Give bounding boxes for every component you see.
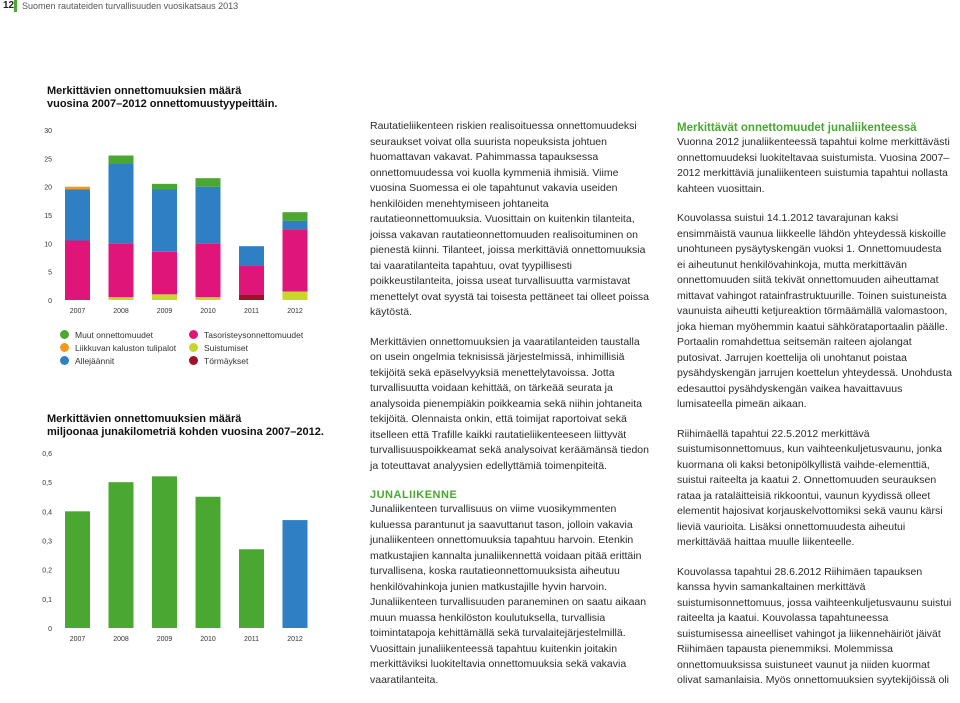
legend-label: Muut onnettomuudet (75, 330, 153, 340)
legend-item (189, 356, 248, 366)
y-tick-label: 20 (44, 184, 52, 192)
x-tick-label: 2007 (69, 636, 86, 643)
chart1-title-line1: Merkittävien onnettomuuksien määrä (47, 85, 242, 97)
rate-bar-chart (0, 0, 330, 645)
y-tick-label: 5 (48, 269, 52, 277)
y-tick-label: 0,6 (42, 451, 52, 458)
legend-item (60, 356, 114, 366)
legend-item (60, 330, 153, 340)
legend-label: Tasoristeysonnettomuudet (204, 330, 304, 340)
chart2-title-line1: Merkittävien onnettomuuksien määrä (47, 413, 242, 425)
legend-label: Allejäännit (75, 356, 115, 366)
y-tick-label: 0 (48, 298, 52, 305)
legend-item (60, 343, 176, 353)
column-right (677, 121, 952, 703)
chart2-title-line2: miljoonaa junakilometriä kohden vuosina 2007–2012. (47, 426, 324, 438)
bar (283, 520, 308, 628)
legend-swatch (189, 356, 198, 365)
legend-swatch (60, 343, 69, 352)
legend-swatch (60, 356, 69, 365)
legend-swatch (189, 330, 198, 339)
section-heading: Merkittävät onnettomuudet junaliikenteessä (677, 122, 917, 134)
x-tick-label: 2012 (287, 308, 303, 315)
y-tick-label: 0,4 (42, 509, 52, 517)
bar (239, 549, 264, 628)
y-tick-label: 0,5 (42, 480, 52, 488)
y-tick-label: 0 (48, 626, 52, 633)
legend-item (189, 343, 248, 353)
paragraph: Kouvolassa tapahtui 28.6.2012 Riihimäen tapauksen kanssa hyvin samankaltainen merkittävä suistumisonnettomuus, jossa vaihteenkuljetusvaunu suistui raiteelta ja kaatui. Kouvolassa tapahtuneessa suistumisessa aineelliset vahingot ja liikennehäiriöt jäivät Riihimäen tapausta pienemmiksi. Molemmissa onnettomuuksissa suistuneet vaunut ja niiden kuormat olivat samanlaisia. Myös onnettomuuksien syytekijöissä oli (677, 565, 952, 686)
paragraph: Junaliikenteen turvallisuus on viime vuosikymmenten kuluessa parantunut ja saavuttanut tason, jolloin vakavia junaliikenteen onnettomuuksia tapahtuu harvoin. Etenkin matkustajien kannalta junaliikennettä voidaan pitää erittäin turvallisena, koska rautatieonnettomuuksista aiheutuu henkilövahinkoja junien matkustajille hyvin harvoin. Junaliikenteen turvallisuuden paraneminen on saatu aikaan muun muassa henkilöston koulutuksella, turvallisia toimintatapoja kehittämällä sekä turvalaitejärjestelmillä. Vuosittain junaliikenteessä tapahtuu kuitenkin joitakin merkittäviksi luokiteltavia onnettomuuksia sekä vakavia vaaratilanteita. (370, 503, 647, 686)
x-tick-label: 2010 (200, 308, 216, 315)
y-tick-label: 0,3 (42, 538, 52, 546)
y-tick-label: 0,1 (42, 596, 52, 604)
section-heading: JUNALIIKENNE (370, 489, 458, 501)
bar (152, 476, 177, 628)
x-tick-label: 2007 (69, 308, 86, 315)
legend-label: Törmäykset (204, 356, 249, 366)
paragraph: Rautatieliikenteen riskien realisoituessa onnettomuudeksi seuraukset voivat olla suurista nopeuksista johtuen huomattavan vakavat. Pahimmassa tapauksessa onnettomuudessa voi kuolla kymmeniä ihmisiä. Viime vuosina Suomessa ei ole tapahtunut vakavia useiden henkilöiden menehtymiseen johtaneita rautatieonnettomuuksia. Vuosittain on kuitenkin tilanteita, joissa vakavan rautatieonnettomuuden realisoituminen on pienestä kiinni. Tilanteet, joissa merkittäviä onnettomuuksia tai vaaratilanteita tapahtuu, ovat tyypillisesti poikkeustilanteita, joissa useat turvallisuutta varmistavat menettelyt ovat syystä tai toisesta pettäneet tai olleet poissa käytöstä. (370, 120, 649, 318)
x-tick-label: 2008 (113, 636, 129, 643)
x-tick-label: 2009 (156, 636, 173, 643)
paragraph: Vuonna 2012 junaliikenteessä tapahtui kolme merkittävästi onnettomuudeksi luokiteltavaa suistumista. Vuosina 2007–2012 merkittäviä junaliikenteen suistumia tapahtui nollasta kahteen vuosittain. (677, 136, 950, 195)
bar (65, 511, 90, 628)
y-tick-label: 25 (44, 156, 52, 164)
x-tick-label: 2011 (243, 636, 260, 643)
paragraph: Merkittävien onnettomuuksien ja vaaratilanteiden taustalla on usein ongelmia teknisissä järjestelmissä, inhimillisiä tekijöitä sekä epäselvyyksiä menettelytavoissa. Jotta turvallisuutta voidaan kehittää, on tärkeää seurata ja analysoida pienempiäkin poikkeamia sekä niihin johtaneita tekijöitä. Olennaista onkin, että toimijat raportoivat sekä itselleen että Trafille kaikki rautatieliikenteeseen liittyvät turvallisuuspoikkeamat sekä analysoivat keräämänsä tiedon ja toteuttavat analyysien edellyttämiä toimenpiteitä. (370, 335, 649, 472)
paragraph: Kouvolassa suistui 14.1.2012 tavarajunan kaksi ensimmäistä vaunua liikkeelle lähdön yhteydessä kiskoille unohtuneen pysäytyskengän vuoksi 1. Onnettomuudesta ei aiheutunut henkilövahinkoja, mutta merkittävän onnettomuuden siitä tekivät onnettomuuden aiheuttamat mittavat vahingot ratainfrastruktuurille. Toinen suistuneista vaunuista aiheutti ketjureaktion törmäämällä valomastoon, joka hieman myöhemmin kaatui sähkörataportaalin päälle. Portaalin romahdettua seitsemän raiteen ajolangat putosivat. Jarrujen koettelija oli unohtanut poistaa pysähdyskengän jarrujen koettelun yhteydessä. Unohdusta edesauttoi pysähdyskengän vaikea havaittavuus lumisateella pimeän aikaan. (677, 212, 952, 410)
x-tick-label: 2008 (113, 308, 129, 315)
bar (196, 497, 221, 628)
x-tick-label: 2012 (287, 636, 303, 643)
y-tick-label: 0,2 (42, 567, 52, 575)
column-left (370, 119, 650, 702)
y-tick-label: 10 (44, 241, 52, 249)
legend-swatch (60, 330, 69, 339)
y-tick-label: 30 (44, 128, 52, 135)
legend-item (189, 330, 303, 340)
legend-swatch (189, 343, 198, 352)
bar (109, 482, 134, 628)
legend-label: Liikkuvan kaluston tulipalot (75, 343, 177, 353)
y-tick-label: 15 (44, 213, 52, 220)
x-tick-label: 2011 (243, 308, 260, 315)
x-tick-label: 2010 (200, 636, 216, 643)
paragraph: Riihimäellä tapahtui 22.5.2012 merkittävä suistumisonnettomuus, kun vaihteenkuljetusvaunu, jonka kuormana oli kaksi betonipölkyllistä vaihde-elementtiä, suistui raiteelta ja kaatui 2. Onnettomuuden seurauksen rataa ja rataläitteisiä rikkoontui, vaunun kyydissä olleet elementit hajosivat korjauskelvottomiksi sekä vaunu kärsi lieviä vaurioita. Lisäksi onnettomuudesta aiheutui merkittävää haittaa muulle liikenteelle. (677, 427, 943, 548)
page-number: 12 (0, 0, 23, 14)
x-tick-label: 2009 (156, 308, 173, 315)
chart1-title-line2: vuosina 2007–2012 onnettomuustyypeittäin. (47, 98, 278, 110)
publication-title: Suomen rautateiden turvallisuuden vuosikatsaus 2013 (22, 1, 239, 11)
legend-label: Suistumiset (204, 343, 248, 353)
